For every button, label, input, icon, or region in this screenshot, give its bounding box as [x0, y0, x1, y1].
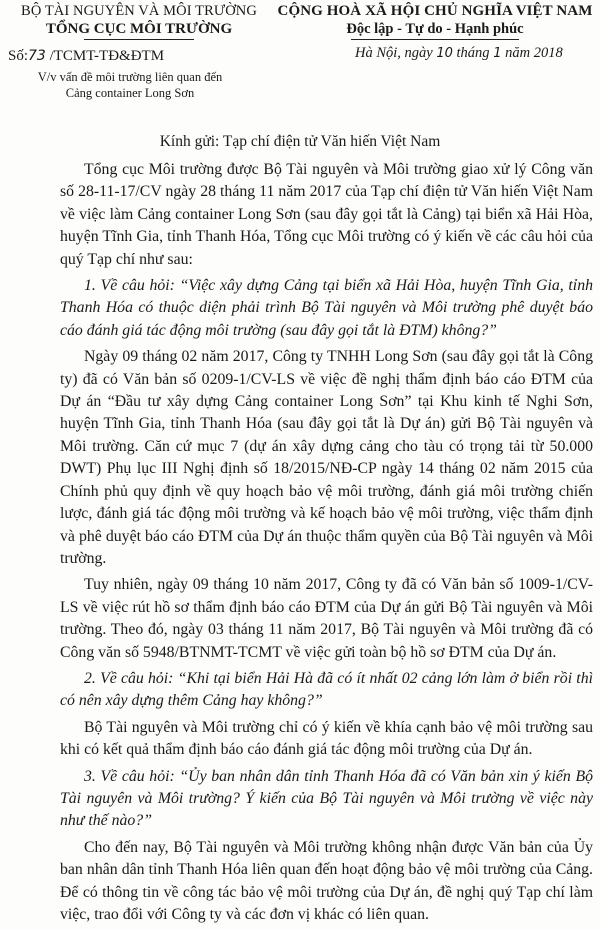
document-number	[8, 47, 164, 65]
agency-name: TỔNG CỤC MÔI TRƯỜNG	[45, 21, 233, 37]
motto-underline	[351, 39, 519, 40]
answer-1-paragraph-1: Ngày 09 tháng 02 năm 2017, Công ty TNHH Long Sơn (sau đây gọi tắt là Công ty) đã có Văn bản số 0209-1/CV-LS về việc đề nghị thẩm định báo cáo ĐTM của Dự án “Đầu tư xây dựng Cảng container Long Sơn” tại Khu kinh tế Nghi Sơn, huyện Tĩnh Gia, tỉnh Thanh Hóa (sau đây gọi tắt là Dự án) gửi Bộ Tài nguyên và Môi trường. Căn cứ mục 7 (dự án xây dựng cảng cho tàu có trọng tải từ 50.000 DWT) Phụ lục III Nghị định số 18/2015/NĐ-CP ngày 14 tháng 02 năm 2015 của Chính phủ quy định về quy hoạch bảo vệ môi trường, đánh giá môi trường chiến lược, đánh giá tác động môi trường và kế hoạch bảo vệ môi trường, việc thẩm định và phê duyệt báo cáo ĐTM của Dự án thuộc thẩm quyền của Bộ Tài nguyên và Môi trường.	[60, 348, 593, 567]
doc-no-handwritten: 73	[28, 48, 46, 64]
date-month-label: tháng	[452, 45, 494, 61]
date-prefix: Hà Nội, ngày	[355, 45, 437, 61]
question-1: 1. Về câu hỏi: “Việc xây dựng Cảng tại biển xã Hải Hòa, huyện Tĩnh Gia, tỉnh Thanh Hóa có thuộc diện phải trình Bộ Tài nguyên và Môi trường phê duyệt báo cáo đánh giá tác động môi trường (sau đây gọi tắt là ĐTM) không?”	[60, 277, 593, 339]
nation-name: CỘNG HOÀ XÃ HỘI CHỦ NGHĨA VIỆT NAM	[277, 3, 593, 19]
date-suffix: năm 2018	[501, 45, 563, 61]
date-month: 1	[493, 46, 502, 61]
question-2: 2. Về câu hỏi: “Khi tại biển Hải Hà đã có ít nhất 02 cảng lớn làm ở biển rồi thì có nên xây dựng thêm Cảng hay không?”	[60, 669, 593, 710]
subject-line-1: V/v vấn đề môi trường liên quan đến	[37, 70, 223, 84]
subject-line	[10, 69, 250, 101]
date-day: 10	[436, 46, 453, 61]
doc-no-prefix: Số:	[8, 48, 29, 64]
national-heading	[272, 2, 598, 40]
agency-underline	[84, 39, 194, 40]
letter-body	[60, 159, 593, 930]
issue-date	[355, 44, 563, 63]
national-motto: Độc lập - Tự do - Hạnh phúc	[346, 21, 524, 37]
doc-no-suffix: /TCMT-TĐ&ĐTM	[45, 48, 165, 64]
question-3: 3. Về câu hỏi: “Ủy ban nhân dân tỉnh Thanh Hóa đã có Văn bản xin ý kiến Bộ Tài nguyên và Môi trường? Ý kiến của Bộ Tài nguyên và Môi trường về việc này như thế nào?”	[60, 767, 593, 830]
answer-3: Cho đến nay, Bộ Tài nguyên và Môi trường không nhận được Văn bản của Ủy ban nhân dân tỉnh Thanh Hóa liên quan đến hoạt động bảo vệ môi trường của Cảng. Để có thông tin về công tác bảo vệ môi trường của Dự án, đề nghị quý Tạp chí làm việc, trao đổi với Công ty và các đơn vị khác có liên quan.	[60, 838, 593, 923]
answer-1-paragraph-2: Tuy nhiên, ngày 09 tháng 10 năm 2017, Công ty đã có Văn bản số 1009-1/CV-LS về việc rút hồ sơ thẩm định báo cáo ĐTM của Dự án gửi Bộ Tài nguyên và Môi trường. Theo đó, ngày 03 tháng 11 năm 2017, Bộ Tài nguyên và Môi trường đã có Công văn số 5948/BTNMT-TCMT về việc gửi toàn bộ hồ sơ ĐTM của Dự án.	[60, 576, 593, 661]
subject-line-2: Cảng container Long Sơn	[65, 86, 195, 100]
answer-2: Bộ Tài nguyên và Môi trường chỉ có ý kiến về khía cạnh bảo vệ môi trường sau khi có kết quả thẩm định báo cáo đánh giá tác động môi trường của Dự án.	[60, 718, 593, 759]
recipient-line: Kính gửi: Tạp chí điện tử Văn hiến Việt Nam	[159, 133, 441, 150]
issuer-block	[8, 2, 270, 40]
ministry-name: BỘ TÀI NGUYÊN VÀ MÔI TRƯỜNG	[21, 3, 257, 19]
intro-paragraph: Tổng cục Môi trường được Bộ Tài nguyên và Môi trường giao xử lý Công văn số 28-11-17/CV ngày 28 tháng 11 năm 2017 của Tạp chí điện tử Văn hiến Việt Nam về việc làm Cảng container Long Sơn (sau đây gọi tắt là Cảng) tại biển xã Hải Hòa, huyện Tĩnh Gia, tỉnh Thanh Hóa, Tổng cục Môi trường có ý kiến về các câu hỏi của quý Tạp chí như sau:	[60, 161, 593, 268]
